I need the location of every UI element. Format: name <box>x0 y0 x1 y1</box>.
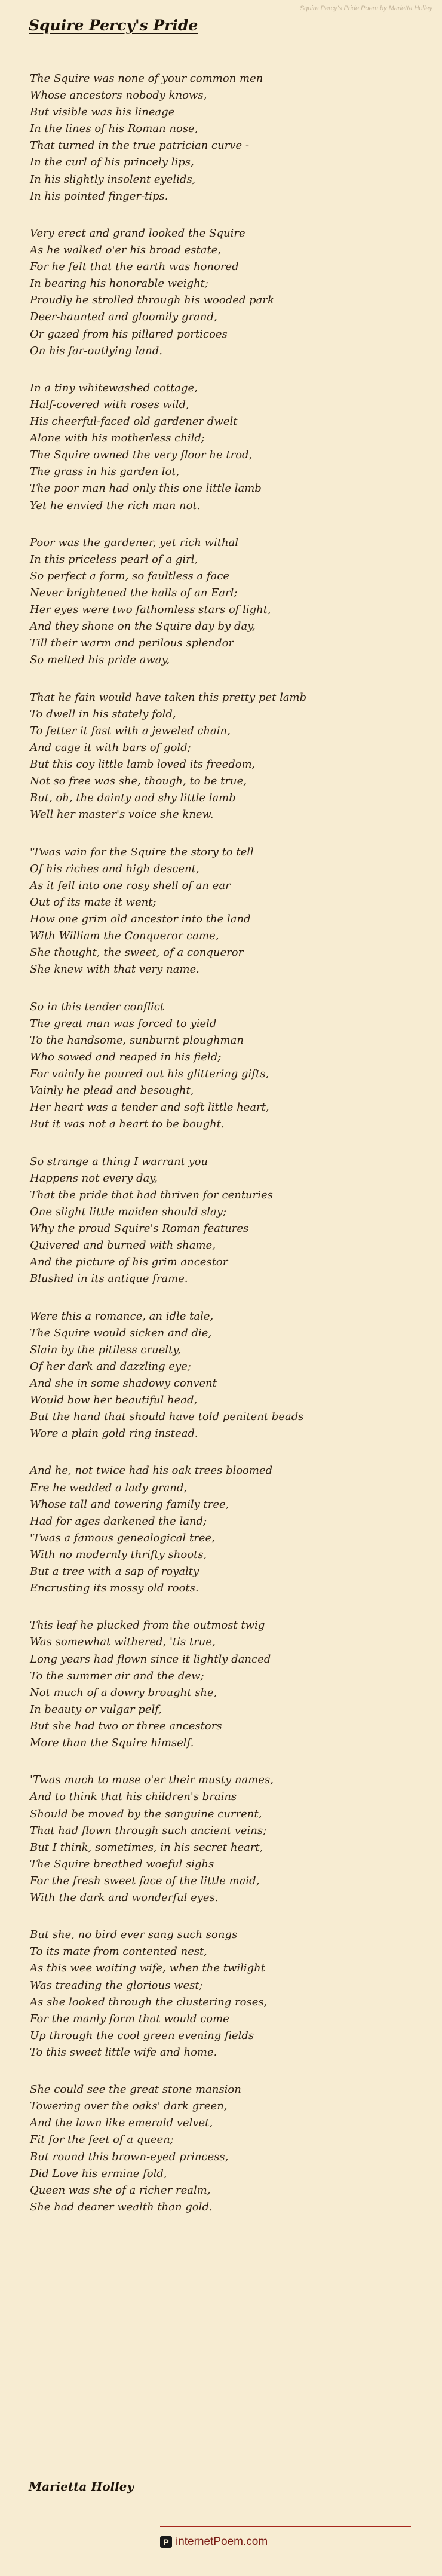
poem-line: As he walked o'er his broad estate, <box>30 244 222 257</box>
poem-line: In the lines of his Roman nose, <box>30 122 198 136</box>
poem-line: Whose ancestors nobody knows, <box>30 89 207 102</box>
poem-line: She thought, the sweet, of a conqueror <box>30 946 244 959</box>
poem-line: And she in some shadowy convent <box>30 1376 217 1390</box>
poem-line: Should be moved by the sanguine current, <box>30 1807 262 1820</box>
brand-name: internetPoem <box>176 2535 244 2548</box>
poem-line: And the picture of his grim ancestor <box>30 1256 228 1269</box>
poem-line: 'Twas much to muse o'er their musty names, <box>30 1774 274 1787</box>
poem-line: For he felt that the earth was honored <box>30 260 239 274</box>
stanza <box>30 70 424 205</box>
poem-line: With the dark and wonderful eyes. <box>30 1891 219 1904</box>
poem-line: Never brightened the halls of an Earl; <box>30 587 238 600</box>
stanza <box>30 1462 424 1597</box>
footer-divider <box>160 2526 411 2527</box>
poem-line: But I think, sometimes, in his secret heart, <box>30 1841 263 1854</box>
poem-line: Ere he wedded a lady grand, <box>30 1481 188 1494</box>
poem-line: Was somewhat withered, 'tis true, <box>30 1636 216 1649</box>
poem-line: In beauty or vulgar pelf, <box>30 1703 162 1716</box>
poem-author[interactable]: Marietta Holley <box>29 2479 134 2494</box>
stanza <box>30 1927 424 2061</box>
poem-line: The grass in his garden lot, <box>30 465 180 479</box>
stanza <box>30 1772 424 1906</box>
poem-line: Proudly he strolled through his wooded park <box>30 294 274 307</box>
stanza <box>30 535 424 669</box>
poem-line: With no modernly thrifty shoots, <box>30 1548 207 1561</box>
poem-line: For vainly he poured out his glittering gifts, <box>30 1068 269 1080</box>
poem-line: The Squire breathed woeful sighs <box>30 1857 214 1870</box>
poem-line: Queen was she of a richer realm, <box>30 2184 211 2197</box>
stanza <box>30 999 424 1133</box>
poem-line: But she had two or three ancestors <box>30 1719 222 1732</box>
poem-line: In a tiny whitewashed cottage, <box>30 381 198 394</box>
poem-line: But, oh, the dainty and shy little lamb <box>30 792 236 805</box>
poem-line: But a tree with a sap of royalty <box>30 1565 199 1578</box>
poem-line: In his slightly insolent eyelids, <box>30 173 196 186</box>
poem-line: But the hand that should have told penitent beads <box>30 1410 304 1424</box>
stanza <box>30 1308 424 1443</box>
poem-line: More than the Squire himself. <box>30 1737 194 1750</box>
poem-line: Alone with his motherless child; <box>30 432 205 445</box>
poem-line: So perfect a form, so faultless a face <box>30 570 230 582</box>
poem-line: But it was not a heart to be bought. <box>30 1118 225 1131</box>
internetpoem-logo-icon: P <box>160 2536 172 2548</box>
poem-line: Was treading the glorious west; <box>30 1979 203 1992</box>
poem-line: And to think that his children's brains <box>30 1790 237 1804</box>
poem-line: The poor man had only this one little lamb <box>30 482 262 495</box>
poem-line: Of his riches and high descent, <box>30 862 199 875</box>
poem-title: Squire Percy's Pride <box>29 17 198 34</box>
stanza <box>30 1617 424 1752</box>
poem-line: Poor was the gardener, yet rich withal <box>30 536 239 549</box>
stanza <box>30 844 424 979</box>
poem-line: As this wee waiting wife, when the twilight <box>30 1962 266 1975</box>
poem-line: That had flown through such ancient veins; <box>30 1824 267 1837</box>
poem-line: And the lawn like emerald velvet, <box>30 2117 213 2130</box>
poem-line: She could see the great stone mansion <box>30 2083 241 2096</box>
brand-tld: .com <box>243 2535 268 2548</box>
poem-line: Of her dark and dazzling eye; <box>30 1360 191 1373</box>
poem-line: Fit for the feet of a queen; <box>30 2133 174 2146</box>
poem-body <box>30 70 424 2236</box>
poem-line: For the fresh sweet face of the little maid, <box>30 1874 260 1887</box>
site-logo[interactable] <box>160 2535 268 2549</box>
stanza <box>30 380 424 514</box>
poem-line: So melted his pride away, <box>30 654 170 667</box>
poem-line: To fetter it fast with a jeweled chain, <box>30 724 231 737</box>
poem-line: Her eyes were two fathomless stars of light, <box>30 603 271 617</box>
poem-line: On his far-outlying land. <box>30 344 162 357</box>
poem-line: But round this brown-eyed princess, <box>30 2150 229 2163</box>
poem-line: Her heart was a tender and soft little heart, <box>30 1101 269 1114</box>
stanza <box>30 1154 424 1288</box>
poem-line: For the manly form that would come <box>30 2012 229 2025</box>
poem-line: In the curl of his princely lips, <box>30 156 194 169</box>
poem-line: Till their warm and perilous splendor <box>30 637 234 650</box>
stanza <box>30 2081 424 2216</box>
poem-line: Wore a plain gold ring instead. <box>30 1427 198 1440</box>
poem-line: And cage it with bars of gold; <box>30 741 191 755</box>
watermark: Squire Percy's Pride Poem by Marietta Holley <box>299 5 432 12</box>
poem-line: Why the proud Squire's Roman features <box>30 1222 249 1235</box>
poem-line: To its mate from contented nest, <box>30 1945 207 1958</box>
poem-line: Blushed in its antique frame. <box>30 1272 188 1286</box>
poem-line: Or gazed from his pillared porticoes <box>30 327 228 341</box>
poem-line: Would bow her beautiful head, <box>30 1393 198 1406</box>
poem-line: Half-covered with roses wild, <box>30 398 189 411</box>
poem-line: Up through the cool green evening fields <box>30 2029 254 2042</box>
poem-line: To the handsome, sunburnt ploughman <box>30 1034 244 1047</box>
poem-line: She knew with that very name. <box>30 963 199 976</box>
poem-line: Out of its mate it went; <box>30 896 156 909</box>
poem-line: With William the Conqueror came, <box>30 930 219 943</box>
poem-line: Long years had flown since it lightly danced <box>30 1652 271 1666</box>
poem-line: Deer-haunted and gloomily grand, <box>30 311 217 324</box>
poem-line: Did Love his ermine fold, <box>30 2167 167 2180</box>
poem-line: How one grim old ancestor into the land <box>30 913 251 926</box>
poem-line: As it fell into one rosy shell of an ear <box>30 879 231 892</box>
stanza <box>30 225 424 360</box>
poem-line: But visible was his lineage <box>30 106 175 119</box>
poem-line: Towering over the oaks' dark green, <box>30 2100 228 2113</box>
poem-line: The Squire was none of your common men <box>30 72 263 85</box>
poem-line: That the pride that had thriven for centuries <box>30 1188 273 1201</box>
stanza <box>30 689 424 824</box>
poem-line: In this priceless pearl of a girl, <box>30 553 198 566</box>
poem-line: Yet he envied the rich man not. <box>30 499 201 512</box>
poem-line: Whose tall and towering family tree, <box>30 1498 229 1511</box>
poem-line: His cheerful-faced old gardener dwelt <box>30 415 238 428</box>
poem-line: Had for ages darkened the land; <box>30 1514 207 1528</box>
poem-line: 'Twas vain for the Squire the story to tell <box>30 845 254 858</box>
poem-line: In his pointed finger-tips. <box>30 189 168 203</box>
poem-line: The Squire owned the very floor he trod, <box>30 449 253 462</box>
poem-line: Who sowed and reaped in his field; <box>30 1050 222 1063</box>
poem-line: And he, not twice had his oak trees bloomed <box>30 1464 273 1477</box>
poem-line: As she looked through the clustering roses, <box>30 1995 268 2008</box>
poem-line: Well her master's voice she knew. <box>30 808 214 821</box>
poem-line: This leaf he plucked from the outmost twig <box>30 1619 265 1632</box>
poem-line: Slain by the pitiless cruelty, <box>30 1343 181 1356</box>
poem-line: The great man was forced to yield <box>30 1017 217 1030</box>
poem-line: So in this tender conflict <box>30 1000 165 1013</box>
poem-line: Vainly he plead and besought, <box>30 1084 194 1097</box>
poem-line: One slight little maiden should slay; <box>30 1205 226 1218</box>
poem-line: But this coy little lamb loved its freedom, <box>30 758 256 771</box>
poem-line: Quivered and burned with shame, <box>30 1239 216 1252</box>
poem-line: Very erect and grand looked the Squire <box>30 226 245 240</box>
poem-line: In bearing his honorable weight; <box>30 277 208 290</box>
poem-line: That turned in the true patrician curve - <box>30 139 249 152</box>
poem-line: To this sweet little wife and home. <box>30 2046 217 2059</box>
poem-line: But she, no bird ever sang such songs <box>30 1928 238 1942</box>
poem-line: Were this a romance, an idle tale, <box>30 1310 214 1323</box>
poem-line: So strange a thing I warrant you <box>30 1155 208 1168</box>
poem-line: Not so free was she, though, to be true, <box>30 775 247 788</box>
poem-line: Encrusting its mossy old roots. <box>30 1582 199 1595</box>
poem-line: To the summer air and the dew; <box>30 1669 204 1682</box>
poem-line: Not much of a dowry brought she, <box>30 1686 217 1699</box>
poem-line: Happens not every day, <box>30 1172 158 1185</box>
poem-line: She had dearer wealth than gold. <box>30 2200 213 2213</box>
poem-line: And they shone on the Squire day by day, <box>30 620 256 633</box>
poem-line: To dwell in his stately fold, <box>30 707 176 720</box>
poem-line: That he fain would have taken this pretty pet lamb <box>30 691 307 704</box>
poem-line: The Squire would sicken and die, <box>30 1326 212 1339</box>
poem-line: 'Twas a famous genealogical tree, <box>30 1531 215 1544</box>
